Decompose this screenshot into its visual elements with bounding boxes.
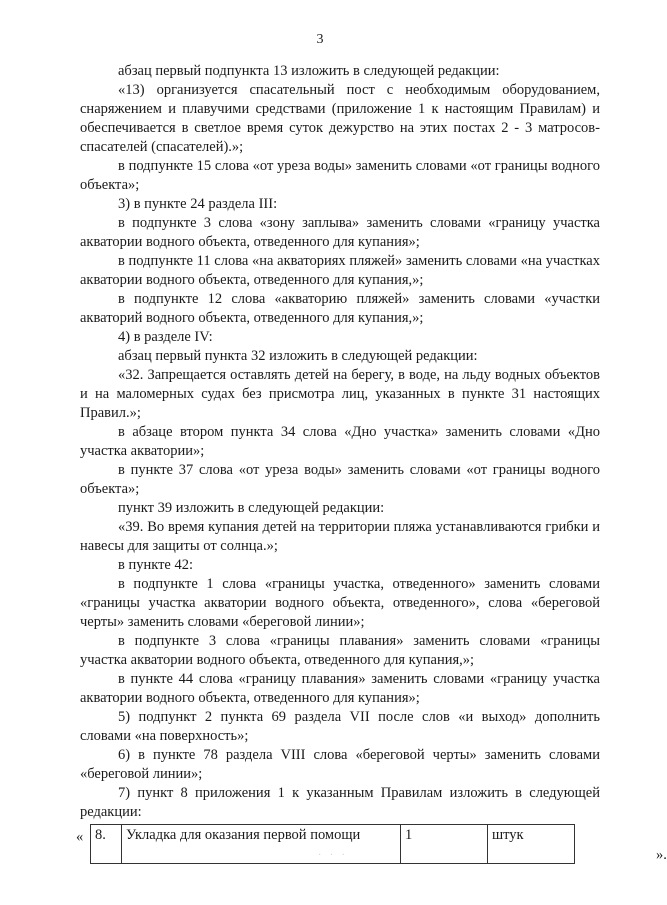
- paragraph-list: [80, 62, 600, 822]
- paragraph: в подпункте 3 слова «зону заплыва» заменить словами «границу участка акватории водного объекта, отведенного для купания»;: [80, 215, 600, 250]
- paragraph: в абзаце втором пункта 34 слова «Дно участка» заменить словами «Дно участка акватории»;: [80, 424, 600, 459]
- paragraph: 5) подпункт 2 пункта 69 раздела VII после слов «и выход» дополнить словами «на поверхность»;: [80, 709, 600, 744]
- paragraph: 3) в пункте 24 раздела III:: [118, 196, 278, 212]
- paragraph: абзац первый пункта 32 изложить в следующей редакции:: [118, 348, 478, 364]
- paragraph: в подпункте 12 слова «акваторию пляжей» заменить словами «участки акваторий водного объекта, отведенного для купания,»;: [80, 291, 600, 326]
- paragraph: 4) в разделе IV:: [118, 329, 213, 345]
- scan-artifact: · · ·: [318, 850, 348, 861]
- quantity-cell: 1: [401, 825, 488, 864]
- table-open-quote: «: [76, 829, 84, 845]
- paragraph: в пункте 44 слова «границу плавания» заменить словами «границу участка акватории водного объекта, отведенного для купания»;: [80, 671, 600, 706]
- item-name-cell: Укладка для оказания первой помощи: [122, 825, 401, 864]
- page-number: 3: [316, 32, 324, 47]
- table-close-quote: ».: [656, 847, 667, 863]
- paragraph: 6) в пункте 78 раздела VIII слова «береговой черты» заменить словами «береговой линии»;: [80, 747, 600, 782]
- paragraph: в подпункте 15 слова «от уреза воды» заменить словами «от границы водного объекта»;: [80, 158, 600, 193]
- document-body: [76, 62, 667, 866]
- unit-cell: штук: [488, 825, 575, 864]
- paragraph: в подпункте 1 слова «границы участка, отведенного» заменить словами «границы участка акватории водного объекта, отведенного», слова «береговой черты» заменить словами «береговой линии»;: [80, 576, 600, 630]
- paragraph: в пункте 37 слова «от уреза воды» заменить словами «от границы водного объекта»;: [80, 462, 600, 497]
- paragraph: «32. Запрещается оставлять детей на берегу, в воде, на льду водных объектов и на маломерных судах без присмотра лиц, указанных в пункте 31 настоящих Правил.»;: [80, 367, 600, 421]
- row-number-cell: 8.: [91, 825, 122, 864]
- paragraph: абзац первый подпункта 13 изложить в следующей редакции:: [118, 63, 500, 79]
- paragraph: «39. Во время купания детей на территории пляжа устанавливаются грибки и навесы для защиты от солнца.»;: [80, 519, 600, 554]
- paragraph: 7) пункт 8 приложения 1 к указанным Правилам изложить в следующей редакции:: [80, 785, 600, 820]
- paragraph: в пункте 42:: [118, 557, 194, 573]
- paragraph: пункт 39 изложить в следующей редакции:: [118, 500, 385, 516]
- paragraph: в подпункте 3 слова «границы плавания» заменить словами «границы участка акватории водного объекта, отведенного для купания,»;: [80, 633, 600, 668]
- paragraph: «13) организуется спасательный пост с необходимым оборудованием, снаряжением и плавучими средствами (приложение 1 к настоящим Правилам) и обеспечивается в светлое время суток дежурство на этих постах 2 - 3 матросов-спасателей (спасателей).»;: [80, 82, 600, 155]
- paragraph: в подпункте 11 слова «на акваториях пляжей» заменить словами «на участках акватории водного объекта, отведенного для купания,»;: [80, 253, 600, 288]
